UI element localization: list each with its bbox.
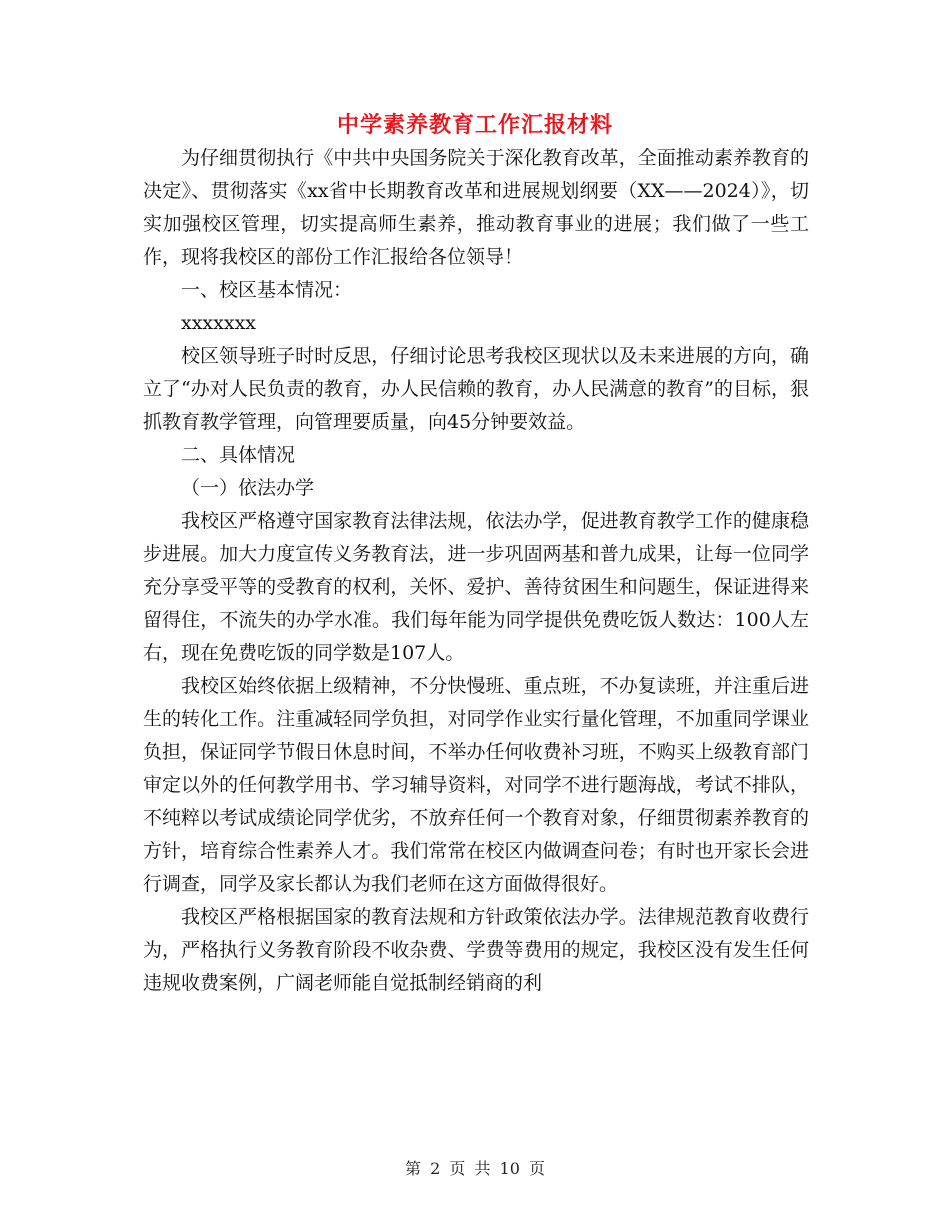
document-title: 中学素养教育工作汇报材料 — [336, 112, 613, 138]
intro-paragraph: 为仔细贯彻执行《中共中央国务院关于深化教育改革，全面推动素养教育的决定》、贯彻落实《xx省中长期教育改革和进展规划纲要（XX——2024）》，切实加强校区管理，切实提高师生素养，推动教育事业的进展；我们做了一些工作，现将我校区的部份工作汇报给各位领导！ — [143, 147, 809, 268]
page-number-footer: 第 2 页 共 10 页 — [405, 1159, 545, 1178]
burden-paragraph: 我校区始终依据上级精神，不分快慢班、重点班，不办复读班，并注重后进生的转化工作。注重减轻同学负担，对同学作业实行量化管理，不加重同学课业负担，保证同学节假日休息时间，不举办任何收费补习班，不购买上级教育部门审定以外的任何教学用书、学习辅导资料，对同学不进行题海战，考试不排队，不纯粹以考试成绩论同学优劣，不放弃任何一个教育对象，仔细贯彻素养教育的方针，培育综合性素养人才。我们常常在校区内做调查问卷；有时也开家长会进行调查，同学及家长都认为我们老师在这方面做得很好。 — [143, 675, 809, 895]
fees-paragraph: 我校区严格根据国家的教育法规和方针政策依法办学。法律规范教育收费行为，严格执行义务教育阶段不收杂费、学费等费用的规定，我校区没有发生任何违规收费案例，广阔老师能自觉抵制经销商的利 — [143, 906, 809, 994]
placeholder-text: xxxxxxx — [181, 312, 257, 334]
section-heading-details: 二、具体情况 — [181, 444, 296, 466]
law-paragraph: 我校区严格遵守国家教育法律法规，依法办学，促进教育教学工作的健康稳步进展。加大力度宣传义务教育法，进一步巩固两基和普九成果，让每一位同学充分享受平等的受教育的权利，关怀、爱护、善待贫困生和问题生，保证进得来留得住，不流失的办学水准。我们每年能为同学提供免费吃饭人数达：100人左右，现在免费吃饭的同学数是107人。 — [143, 510, 809, 664]
leadership-paragraph: 校区领导班子时时反思，仔细讨论思考我校区现状以及未来进展的方向，确立了“办对人民负责的教育，办人民信赖的教育，办人民满意的教育”的目标，狠抓教育教学管理，向管理要质量，向45分钟要效益。 — [143, 345, 809, 433]
document-body — [143, 142, 809, 1000]
section-heading-basic-info: 一、校区基本情况： — [181, 279, 353, 301]
subsection-heading-law: （一）依法办学 — [181, 477, 315, 499]
